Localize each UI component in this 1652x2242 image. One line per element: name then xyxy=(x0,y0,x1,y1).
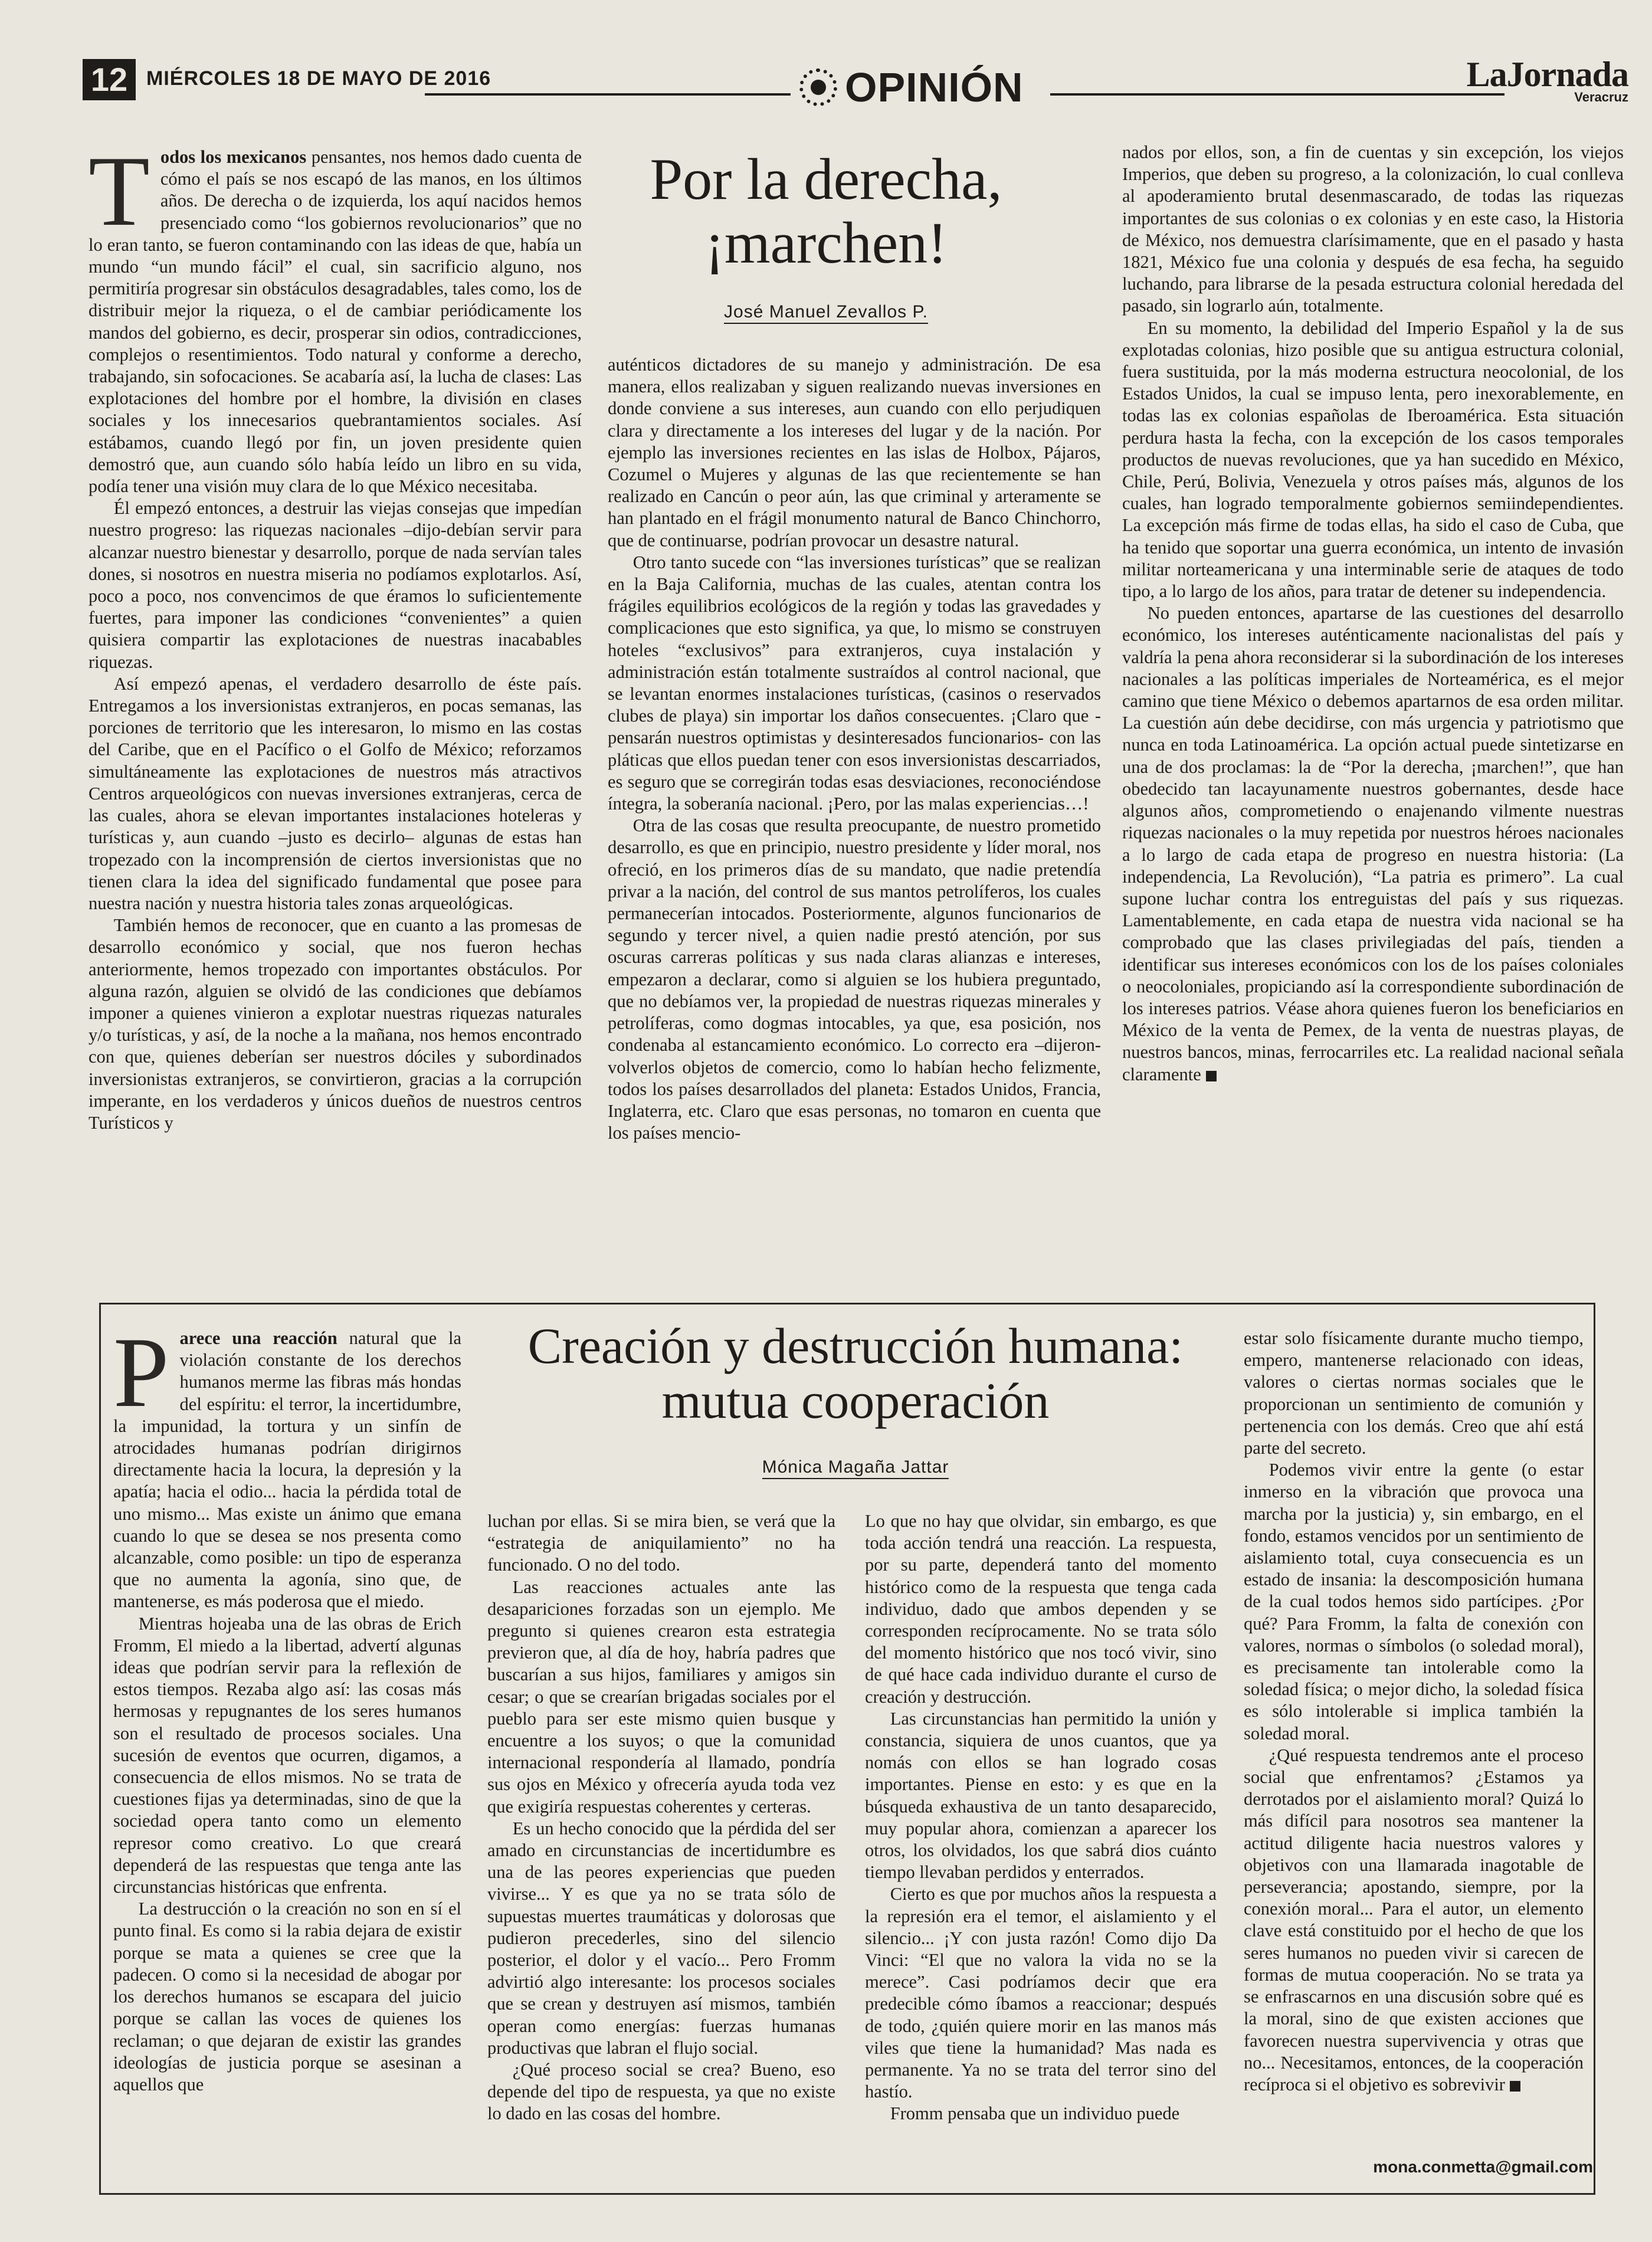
article2-lead: arece una reacción xyxy=(179,1328,337,1348)
masthead-edition: Veracruz xyxy=(1574,90,1628,104)
article1-title: Por la derecha, ¡marchen! xyxy=(650,146,1002,276)
article2-text: natural que la violación constante de los derechos humanos merme las fibras más hondas del espíritu: el terror, la incertidumbre, la impunidad, la tortura y un sinfín de atrocidades humanas podrían dirigirnos directamente hacia la locura, la depresión y la apatía; hacia el odio... hacia la pérdida total de uno mismo... Mas existe un ánimo que emana cuando lo que se desea se nos presenta como alcanzable, como posible: un tipo de esperanza que no aumenta la agonía, sino que, de mantenerse, es más poderosa que el miedo. xyxy=(113,1328,461,1612)
article1-column-1 xyxy=(88,146,582,1261)
article2-paragraph: Cierto es que por muchos años la respuesta a la represión era el temor, el aislamiento y el silencio... ¡Y con justa razón! Como dijo Da Vinci: “El que no valora la vida no se la merece”. Casi podríamos decir que era predecible cómo íbamos a reaccionar; después de todo, ¿quién quiere morir en las manos más viles que tiene la humanidad? Mas nada es permanente. Ya no se trata del terror sino del hastío. xyxy=(865,1884,1217,2102)
article2-column-2 xyxy=(487,1510,835,2177)
article1-column-2 xyxy=(608,354,1101,1263)
header-rule-right xyxy=(1050,93,1504,96)
article1-paragraph: Otro tanto sucede con “las inversiones turísticas” que se realizan en la Baja California, muchas de las cuales, atentan contra los frágiles equilibrios ecológicos de la región y todas las gravedades y complicaciones que esto significa, ya que, lo mismo se construyen hoteles “exclusivos” para extranjeros, cuya instalación y administración están totalmente sustraídos al control nacional, que se levantan enormes instalaciones turísticas, (casinos o reservados clubes de playa) sin importar los daños consecuentes. ¡Claro que -pensarán nuestros optimistas y desinteresados funcionarios- con las pláticas que ellos puedan tener con esos inversionistas descarriados, es seguro que se corregirán todas esas desviaciones, reconociéndose íntegra, la soberanía nacional. ¡Pero, por las malas experiencias…! xyxy=(608,552,1101,814)
article1-dropcap: T xyxy=(88,146,150,247)
article1-paragraph: Otra de las cosas que resulta preocupante, de nuestro prometido desarrollo, es que en principio, nuestro presidente y líder moral, nos ofreció, en los primeros días de su mandato, que nadie pretendía privar a la nación, del control de sus mantos petrolíferos, los cuales permanecerían intocados. Posteriormente, algunos funcionarios de segundo y tercer nivel, a quien nadie prestó atención, por sus oscuras carreras políticas y sus nada claras alianzas e intereses, empezaron a declarar, como si alguien se los hubiera preguntado, que no debíamos ver, la propiedad de nuestras riquezas minerales y petrolíferas, como dogmas intocables, ya que, esa posición, nos condenaba al estancamiento económico. Lo correcto era –dijeron- volverlos objetos de comercio, como lo habían hecho felizmente, todos los países desarrollados del planeta: Estados Unidos, Francia, Inglaterra, etc. Claro que esas personas, no tomaron en cuenta que los países mencio- xyxy=(608,815,1101,1143)
article2-column-1 xyxy=(113,1328,461,2177)
article1-lead: odos los mexicanos xyxy=(160,147,307,167)
article2-paragraph: Lo que no hay que olvidar, sin embargo, es que toda acción tendrá una reacción. La respuesta, por su parte, dependerá tanto del momento histórico como de la respuesta que tenga cada individuo, dado que ambos dependen y se corresponden recíprocamente. No se trata sólo del momento histórico que nos tocó vivir, sino de qué hace cada individuo durante el curso de creación y destrucción. xyxy=(865,1511,1217,1707)
article2-text: ¿Qué respuesta tendremos ante el proceso social que enfrentamos? ¿Estamos ya derrotados por el aislamiento moral? Quizá lo más difícil para nosotros sea mantener la actitud diligente hacia nuestros valores y objetivos con una llamarada inagotable de perseverancia; apostando, siempre, por la conexión moral... Para el autor, un elemento clave está constituido por el hecho de que los seres humanos no pueden vivir si carecen de formas de mutua cooperación. No se trata ya se enfrascarnos en una discusión sobre qué es la moral, sino de que existen acciones que favorecen nuestra supervivencia y otras que no... Necesitamos, entonces, de la cooperación recíproca si el objetivo es sobrevivir xyxy=(1244,1745,1584,2094)
article1-text: pensantes, nos hemos dado cuenta de cómo el país se nos escapó de las manos, en los últimos años. De derecha o de izquierda, los aquí nacidos hemos presenciado como “los gobiernos revolucionarios” que no lo eran tanto, se fueron contaminando con las ideas de que, había un mundo “un mundo fácil” el cual, sin sacrificio alguno, nos permitiría progresar sin obstáculos desagradables, tales como, los de distribuir mejor la riqueza, o el de cambiar periódicamente los mandos del gobierno, es decir, prosperar sin odios, contradicciones, complejos o resentimientos. Todo natural y conforme a derecho, trabajando, sin sofocaciones. Se acabaría así, la lucha de clases: Las explotaciones del hombre por el hombre, la división en clases sociales y los innecesarios quebrantamientos sociales. Así estábamos, cuando llegó por fin, un joven presidente quien demostró que, aun cuando sólo había leído un libro en su vida, podía tener una visión muy clara de lo que México necesitaba. xyxy=(88,147,582,497)
article1-paragraph: nados por ellos, son, a fin de cuentas y sin excepción, los viejos Imperios, que deben su progreso, a la colonización, lo cual conlleva al apoderamiento brutal desenmascarado, de todas las riquezas importantes de sus colonias o ex colonias y en este caso, la Historia de México, nos demuestra clarísimamente, que en el pasado y hasta 1821, México fue una colonia y después de esa fecha, ha seguido luchando, para librarse de la pesada estructura colonial heredada del pasado, sin lograrlo aún, totalmente. xyxy=(1122,142,1624,316)
article2-paragraph: Mientras hojeaba una de las obras de Erich Fromm, El miedo a la libertad, advertí algunas ideas que podrían servir para la reflexión de estos tiempos. Rezaba algo así: las cosas más hermosas y repugnantes de los seres humanos son el resultado de procesos sociales. Una sucesión de eventos que ocurren, digamos, a consecuencia de ellos mismos. No se trata de cuestiones fijas ya determinadas, sino de que la sociedad opera tanto como un elemento represor como creativo. Lo que creará dependerá de las respuestas que tenga ante las circunstancias históricas que enfrenta. xyxy=(113,1613,461,1897)
masthead-logo: LaJornada xyxy=(1466,55,1628,94)
article1-column-3 xyxy=(1122,142,1624,1263)
author-email: mona.conmetta@gmail.com xyxy=(1373,2158,1593,2176)
page-number: 12 xyxy=(83,59,136,100)
article1-paragraph: También hemos de reconocer, que en cuanto a las promesas de desarrollo económico y social, que nos fueron hechas anteriormente, hemos tropezado con importantes obstáculos. Por alguna razón, alguien se olvidó de las condiciones que debíamos imponer a quienes vinieron a explotar nuestras riquezas naturales y/o turísticas, y así, de la noche a la mañana, nos hemos encontrado con que, quienes deberían ser nuestros dóciles y subordinados inversionistas extranjeros, se convirtieron, gracias a la corrupción imperante, en los verdaderos y únicos dueños de nuestros centros Turísticos y xyxy=(88,915,582,1133)
article2-author: Mónica Magaña Jattar xyxy=(762,1457,949,1479)
article2-paragraph: Fromm pensaba que un individuo puede xyxy=(890,2103,1180,2124)
article2-paragraph: Las circunstancias han permitido la unión y constancia, siquiera de unos cuantos, que ya nomás con ellos se han logrado cosas importantes. Piense en esto: y es que en la búsqueda exhaustiva de un tanto desaparecido, muy popular ahora, comienzan a aparecer los otros, los olvidados, los que sabrá dios cuánto tiempo llevaban perdidos y enterrados. xyxy=(865,1708,1217,1883)
article1-paragraph: Él empezó entonces, a destruir las viejas consejas que impedían nuestro progreso: las riquezas nacionales –dijo-debían servir para alcanzar nuestro bienestar y desarrollo, porque de nada servían tales dones, si nosotros en nuestra miseria no podíamos explotarlos. Así, poco a poco, nos convencimos de que éramos lo suficientemente fuertes, para imponer las condiciones “convenientes” a quien quisiera compartir las explotaciones de nuestras inacabables riquezas. xyxy=(88,498,582,672)
article2-paragraph: luchan por ellas. Si se mira bien, se verá que la “estrategia de aniquilamiento” no ha funcionado. O no del todo. xyxy=(487,1511,835,1575)
end-mark-icon xyxy=(1206,1071,1217,1081)
article1-paragraph: Así empezó apenas, el verdadero desarrollo de éste país. Entregamos a los inversionistas extranjeros, en pocas semanas, las porciones de territorio que les interesaron, lo mismo en las costas del Caribe, que en el Pacífico o el Golfo de México; reforzamos simultáneamente las explotaciones de nuestros más atractivos Centros arqueológicos con nuevas inversiones extranjeras, cerca de las cuales, ahora se elevan importantes instalaciones hoteleras y turísticas y, aun cuando –justo es decirlo– algunas de estas han tropezado con la incomprensión de ciertos inversionistas que no tienen clara la idea del significado fundamental que posee para nuestra nación y nuestra historia tales zonas arqueológicas. xyxy=(88,673,582,913)
article1-paragraph xyxy=(88,146,582,497)
article1-text: No pueden entonces, apartarse de las cuestiones del desarrollo económico, los intereses auténticamente nacionalistas del país y valdría la pena ahora reconsiderar si la subordinación de los intereses nacionales a las políticas imperiales de Norteamérica, es el mejor camino que tiene México o debemos apartarnos de esa orden militar. La cuestión aún debe decidirse, con más urgencia y patriotismo que nunca en toda Latinoamérica. La opción actual puede sintetizarse en una de dos proclamas: la de “Por la derecha, ¡marchen!”, que han obedecido tan lacayunamente nuestros gobernantes, desde hace algunos años, comprometiendo o enajenando vilmente nuestras riquezas nacionales o la muy repetida por nuestros héroes nacionales a lo largo de cada etapa de progreso en nuestra historia: (La independencia, La Revolución), “La patria es primero”. La cual supone luchar contra los entreguistas del país y sus riquezas. Lamentablemente, en cada etapa de nuestra vida nacional se ha comprobado que las clases privilegiadas del país, tienden a identificar sus intereses económicos con los de los países coloniales o neocoloniales, propiciando así la correspondiente subordinación de los intereses patrios. Véase ahora quienes fueron los beneficiarios en México de la venta de Pemex, de la venta de nuestras playas, de nuestros bancos, minas, ferrocarriles etc. La realidad nacional señala claramente xyxy=(1122,603,1624,1084)
article2-paragraph: La destrucción o la creación no son en sí el punto final. Es como si la rabia dejara de existir porque se mata a quienes se cree que la padecen. O como si la necesidad de abogar por los derechos humanos se escapara del juicio porque se callan las voces de quienes los reclaman; o que dejaran de existir las grandes ideologías de justicia porque se asesinan a aquellos que xyxy=(113,1899,461,2094)
article2-dropcap: P xyxy=(113,1328,169,1428)
article1-paragraph: auténticos dictadores de su manejo y administración. De esa manera, ellos realizaban y siguen realizando nuevas inversiones en donde conviene a sus intereses, aun cuando con ello perjudiquen clara y directamente a los intereses del lugar y de la nación. Por ejemplo las inversiones recientes en las islas de Holbox, Pájaros, Cozumel o Mujeres y algunas de las que recientemente se han realizado en Cancún o peor aún, las que criminal y arteramente se han plantado en el frágil monumento natural de Banco Chinchorro, que de continuarse, podrían provocar un desastre natural. xyxy=(608,355,1101,550)
article2-column-3 xyxy=(865,1510,1217,2177)
article1-paragraph xyxy=(1122,602,1624,1085)
article1-byline xyxy=(608,302,1044,322)
issue-date: MIÉRCOLES 18 DE MAYO DE 2016 xyxy=(146,67,491,90)
article1-paragraph: En su momento, la debilidad del Imperio Español y la de sus explotadas colonias, hizo posible que su antigua estructura colonial, fuera sustituida, por la más moderna estructura neocolonial, de los Estados Unidos, la cual se impuso lenta, pero inexorablemente, en todas las ex colonias españolas de Iberoamérica. Esta situación perdura hasta la fecha, con la excepción de los casos temporales productos de nuevas revoluciones, que ya han sucedido en México, Chile, Perú, Bolivia, Venezuela y otros países más, algunos de los cuales, han logrado temporalmente gobiernos semiindependientes. La excepción más firme de todas ellas, ha sido el caso de Cuba, que ha tenido que soportar una guerra económica, un intento de invasión militar norteamericana y una interminable serie de ataques de todo tipo, a lo largo de los años, para tratar de detener su independencia. xyxy=(1122,317,1624,602)
article2-column-4 xyxy=(1244,1328,1584,2154)
article2-paragraph: estar solo físicamente durante mucho tiempo, empero, mantenerse relacionado con ideas, valores o ciertas normas sociales que le proporcionan un sentimiento de comunión y pertenencia con los demás. Creo que ahí está parte del secreto. xyxy=(1244,1328,1584,1458)
end-mark-icon xyxy=(1510,2081,1520,2092)
article2-paragraph xyxy=(113,1328,461,1613)
sun-icon xyxy=(799,68,837,106)
article2-paragraph: ¿Qué proceso social se crea? Bueno, eso depende del tipo de respuesta, ya que no existe lo dado en las cosas del hombre. xyxy=(487,2060,835,2124)
section-title: OPINIÓN xyxy=(845,64,1024,110)
page-header xyxy=(83,55,1628,112)
article1-author: José Manuel Zevallos P. xyxy=(724,302,928,324)
article2-paragraph: Podemos vivir entre la gente (o estar inmerso en la vibración que provoca una marcha por la justicia) y, sin embargo, en el fondo, estamos vencidos por un sentimiento de aislamiento total, cuya consecuencia es un estado de insania: la descomposición humana de la cual todos hemos sido partícipes. ¿Por qué? Para Fromm, la falta de conexión con valores, normas o símbolos (o soledad moral), es precisamente tan intolerable como la soledad física; o mejor dicho, la soledad física es sólo intolerable si implica también la soledad moral. xyxy=(1244,1460,1584,1743)
header-rule-left xyxy=(425,93,791,96)
article2-byline xyxy=(472,1457,1239,1477)
article2-title: Creación y destrucción humana: mutua cooperación xyxy=(527,1317,1184,1429)
article2-paragraph: Las reacciones actuales ante las desapariciones forzadas son un ejemplo. Me pregunto si quienes crearon esta estrategia previeron que, al día de hoy, habría padres que buscarían a sus hijos, familiares y amigos sin cesar; o que se crearían brigadas sociales por el pueblo para ser este mismo quien busque y encuentre a los suyos; o que la comunidad internacional respondería al llamado, pondría sus ojos en México y ofrecería ayuda toda vez que exigiría respuestas coherentes y certeras. xyxy=(487,1576,835,1817)
article2-paragraph xyxy=(1244,1745,1584,2096)
article2-paragraph: Es un hecho conocido que la pérdida del ser amado en circunstancias de incertidumbre es una de las peores experiencias que pueden vivirse... Y es que ya no se trata sólo de supuestas muertes traumáticas y dolorosas que pudieron precederles, sino del silencio posterior, el dolor y el vacío... Pero Fromm advirtió algo interesante: los procesos sociales que se crean y destruyen así mismos, también operan como energías: fuerzas humanas productivas que labran el flujo social. xyxy=(487,1818,835,2058)
